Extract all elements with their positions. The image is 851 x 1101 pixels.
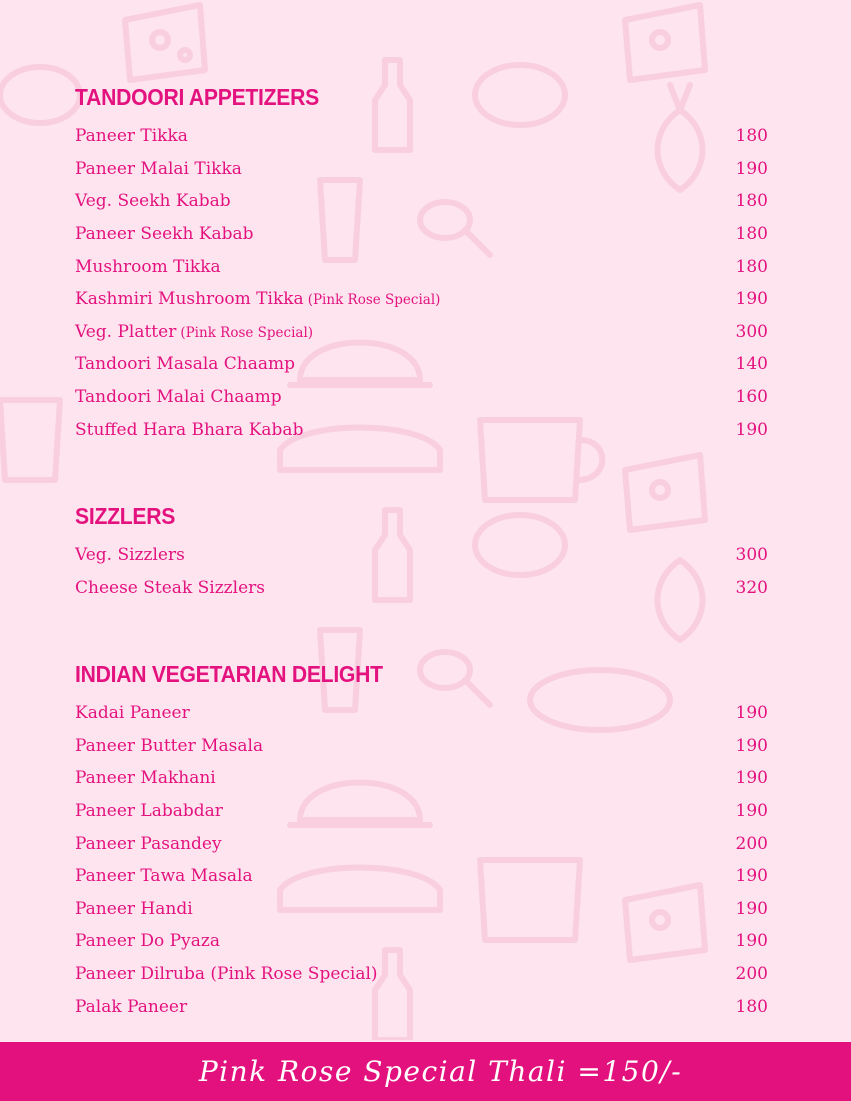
item-price: 190 <box>735 289 768 310</box>
menu-item <box>75 893 768 926</box>
item-price: 190 <box>735 801 768 822</box>
item-price: 180 <box>735 126 768 147</box>
item-name: Paneer Lababdar <box>75 801 223 822</box>
item-name: Paneer Seekh Kabab <box>75 224 254 245</box>
item-price: 300 <box>735 545 768 566</box>
menu-item <box>75 250 768 283</box>
item-price: 180 <box>735 224 768 245</box>
section-title: INDIAN VEGETARIAN DELIGHT <box>75 661 383 687</box>
item-name: Palak Paneer <box>75 996 188 1017</box>
item-name: Paneer Dilruba (Pink Rose Special) <box>75 964 378 985</box>
item-price: 190 <box>735 419 768 440</box>
item-price: 320 <box>735 577 768 598</box>
menu-item <box>75 539 768 572</box>
menu-item <box>75 218 768 251</box>
item-price: 190 <box>735 931 768 952</box>
item-price: 190 <box>735 703 768 724</box>
item-name: Mushroom Tikka <box>75 256 221 277</box>
menu-item <box>75 283 768 316</box>
item-price: 190 <box>735 866 768 887</box>
item-name: Stuffed Hara Bhara Kabab <box>75 419 304 440</box>
section-title: SIZZLERS <box>75 503 176 529</box>
item-price: 190 <box>735 768 768 789</box>
menu-item <box>75 381 768 414</box>
item-price: 180 <box>735 996 768 1017</box>
menu-item <box>75 316 768 349</box>
section-title: TANDOORI APPETIZERS <box>75 84 319 110</box>
menu-item <box>75 990 768 1023</box>
thali-banner <box>0 1042 851 1101</box>
item-price: 140 <box>735 354 768 375</box>
item-note: (Pink Rose Special) <box>307 292 441 309</box>
item-price: 160 <box>735 387 768 408</box>
item-price: 190 <box>735 735 768 756</box>
menu-items <box>75 539 768 604</box>
item-name: Paneer Malai Tikka <box>75 158 242 179</box>
menu-item <box>75 762 768 795</box>
menu-item <box>75 958 768 991</box>
item-name: Tandoori Malai Chaamp <box>75 387 282 408</box>
item-name: Paneer Pasandey <box>75 833 222 854</box>
menu-item <box>75 348 768 381</box>
item-name: Paneer Tawa Masala <box>75 866 253 887</box>
menu-item <box>75 185 768 218</box>
section-indian-vegetarian-delight <box>75 659 768 1023</box>
item-price: 180 <box>735 191 768 212</box>
item-name: Veg. Seekh Kabab <box>75 191 231 212</box>
menu-item <box>75 697 768 730</box>
item-name: Kadai Paneer <box>75 703 190 724</box>
item-note: (Pink Rose Special) <box>180 324 314 341</box>
menu-items <box>75 120 768 446</box>
item-name: Paneer Handi <box>75 898 193 919</box>
item-name: Veg. Sizzlers <box>75 545 185 566</box>
item-name: Paneer Tikka <box>75 126 188 147</box>
item-price: 300 <box>735 321 768 342</box>
menu-item <box>75 730 768 763</box>
menu-item <box>75 795 768 828</box>
menu-items <box>75 697 768 1023</box>
section-tandoori-appetizers <box>75 82 768 446</box>
item-price: 180 <box>735 256 768 277</box>
item-price: 200 <box>735 964 768 985</box>
item-name: Kashmiri Mushroom Tikka <box>75 289 304 310</box>
item-name: Paneer Do Pyaza <box>75 931 220 952</box>
menu-item <box>75 413 768 446</box>
cheese-icon <box>125 5 205 80</box>
item-price: 190 <box>735 158 768 179</box>
menu-item <box>75 827 768 860</box>
section-sizzlers <box>75 501 768 604</box>
item-name: Tandoori Masala Chaamp <box>75 354 296 375</box>
menu-item <box>75 860 768 893</box>
item-price: 200 <box>735 833 768 854</box>
item-name: Paneer Butter Masala <box>75 735 264 756</box>
item-name: Veg. Platter <box>75 321 177 342</box>
menu-item <box>75 120 768 153</box>
menu-item <box>75 925 768 958</box>
menu-item <box>75 572 768 605</box>
banner-text: Pink Rose Special Thali =150/- <box>198 1055 683 1088</box>
cheese-icon <box>625 5 705 80</box>
item-name: Cheese Steak Sizzlers <box>75 577 265 598</box>
item-name: Paneer Makhani <box>75 768 216 789</box>
menu-item <box>75 153 768 186</box>
item-price: 190 <box>735 898 768 919</box>
